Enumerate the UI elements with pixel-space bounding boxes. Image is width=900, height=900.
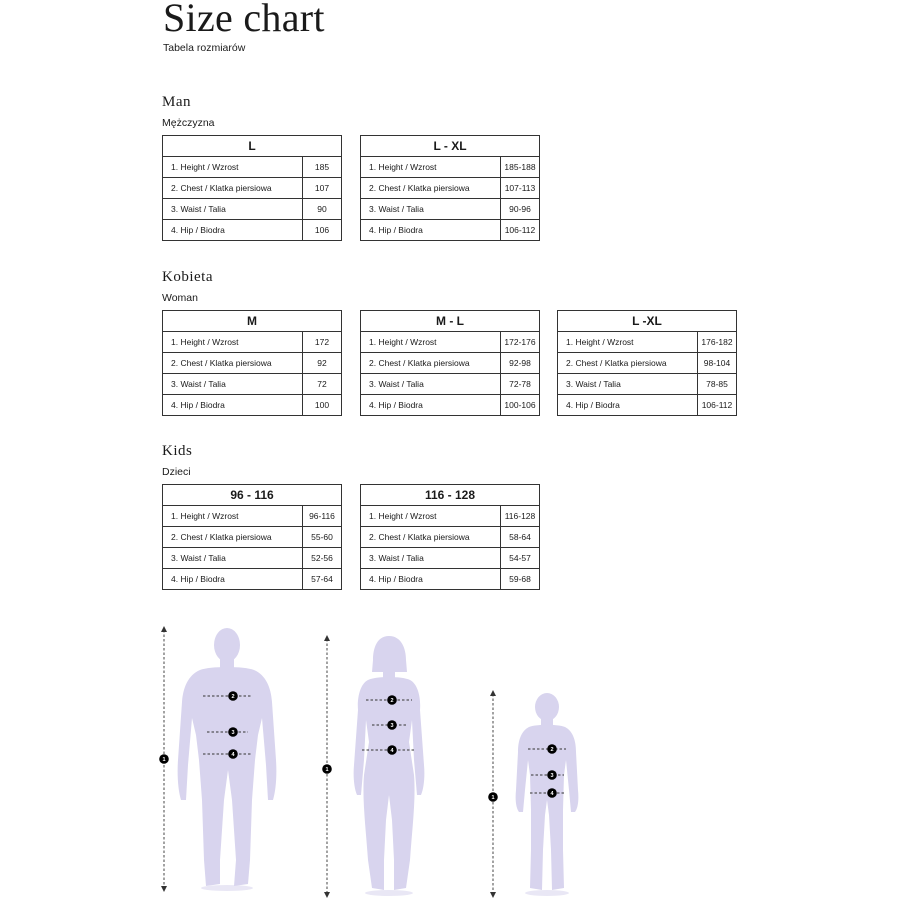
- row-label: 1. Height / Wzrost: [361, 506, 501, 527]
- size-header: L: [163, 136, 342, 157]
- svg-text:3: 3: [231, 730, 235, 736]
- marker-height-woman: [322, 764, 332, 774]
- marker-waist-woman: [387, 720, 397, 730]
- row-label: 2. Chest / Klatka piersiowa: [361, 353, 501, 374]
- svg-text:3: 3: [390, 723, 394, 729]
- row-label: 2. Chest / Klatka piersiowa: [163, 527, 303, 548]
- row-value: 107: [303, 178, 342, 199]
- row-label: 3. Waist / Talia: [558, 374, 698, 395]
- row-label: 2. Chest / Klatka piersiowa: [361, 178, 501, 199]
- svg-text:2: 2: [550, 747, 554, 753]
- marker-height-kid: [488, 792, 498, 802]
- row-value: 106-112: [501, 220, 540, 241]
- row-value: 107-113: [501, 178, 540, 199]
- marker-chest-kid: [547, 744, 557, 754]
- svg-text:1: 1: [491, 795, 495, 801]
- page-subtitle: Tabela rozmiarów: [163, 42, 246, 54]
- marker-hip-kid: [547, 788, 557, 798]
- page-title: Size chart: [163, 0, 325, 40]
- svg-text:4: 4: [390, 748, 394, 754]
- man-silhouette: [178, 628, 277, 891]
- section-title-man: Man: [162, 94, 191, 110]
- row-label: 2. Chest / Klatka piersiowa: [361, 527, 501, 548]
- svg-text:1: 1: [325, 767, 329, 773]
- row-value: 106: [303, 220, 342, 241]
- row-value: 90-96: [501, 199, 540, 220]
- row-value: 100-106: [501, 395, 540, 416]
- kid-silhouette: [516, 693, 579, 896]
- row-value: 172: [303, 332, 342, 353]
- row-label: 4. Hip / Biodra: [163, 395, 303, 416]
- size-header: 116 - 128: [361, 485, 540, 506]
- section-subtitle-kids: Dzieci: [162, 466, 191, 478]
- row-label: 4. Hip / Biodra: [361, 569, 501, 590]
- row-label: 3. Waist / Talia: [163, 374, 303, 395]
- size-header: L - XL: [361, 136, 540, 157]
- marker-waist-kid: [547, 770, 557, 780]
- row-label: 1. Height / Wzrost: [163, 506, 303, 527]
- marker-chest-woman: [387, 695, 397, 705]
- size-header: 96 - 116: [163, 485, 342, 506]
- row-label: 1. Height / Wzrost: [558, 332, 698, 353]
- size-header: L -XL: [558, 311, 737, 332]
- svg-text:2: 2: [390, 698, 394, 704]
- row-label: 2. Chest / Klatka piersiowa: [558, 353, 698, 374]
- row-label: 2. Chest / Klatka piersiowa: [163, 178, 303, 199]
- row-label: 1. Height / Wzrost: [361, 157, 501, 178]
- row-value: 185: [303, 157, 342, 178]
- row-label: 3. Waist / Talia: [163, 199, 303, 220]
- marker-waist-man: [228, 727, 238, 737]
- row-value: 72-78: [501, 374, 540, 395]
- row-value: 172-176: [501, 332, 540, 353]
- marker-chest-man: [228, 691, 238, 701]
- row-value: 54-57: [501, 548, 540, 569]
- row-value: 59-68: [501, 569, 540, 590]
- marker-height-man: [159, 754, 169, 764]
- svg-text:2: 2: [231, 694, 235, 700]
- row-label: 4. Hip / Biodra: [163, 220, 303, 241]
- woman-silhouette: [354, 636, 425, 896]
- row-label: 2. Chest / Klatka piersiowa: [163, 353, 303, 374]
- row-value: 78-85: [698, 374, 737, 395]
- row-value: 98-104: [698, 353, 737, 374]
- row-value: 57-64: [303, 569, 342, 590]
- row-label: 3. Waist / Talia: [361, 548, 501, 569]
- svg-text:3: 3: [550, 773, 554, 779]
- row-value: 96-116: [303, 506, 342, 527]
- svg-text:1: 1: [162, 757, 166, 763]
- section-subtitle-woman: Woman: [162, 292, 198, 304]
- row-value: 92-98: [501, 353, 540, 374]
- row-value: 72: [303, 374, 342, 395]
- row-value: 52-56: [303, 548, 342, 569]
- row-value: 176-182: [698, 332, 737, 353]
- size-header: M: [163, 311, 342, 332]
- row-label: 4. Hip / Biodra: [558, 395, 698, 416]
- row-value: 116-128: [501, 506, 540, 527]
- row-value: 90: [303, 199, 342, 220]
- row-value: 55-60: [303, 527, 342, 548]
- row-label: 3. Waist / Talia: [163, 548, 303, 569]
- section-title-woman: Kobieta: [162, 269, 213, 285]
- row-value: 106-112: [698, 395, 737, 416]
- marker-hip-man: [228, 749, 238, 759]
- row-value: 92: [303, 353, 342, 374]
- row-value: 100: [303, 395, 342, 416]
- row-label: 3. Waist / Talia: [361, 374, 501, 395]
- row-value: 185-188: [501, 157, 540, 178]
- marker-hip-woman: [387, 745, 397, 755]
- row-label: 4. Hip / Biodra: [163, 569, 303, 590]
- row-label: 1. Height / Wzrost: [163, 332, 303, 353]
- size-header: M - L: [361, 311, 540, 332]
- row-label: 4. Hip / Biodra: [361, 395, 501, 416]
- row-label: 1. Height / Wzrost: [361, 332, 501, 353]
- section-title-kids: Kids: [162, 443, 193, 459]
- row-value: 58-64: [501, 527, 540, 548]
- svg-text:4: 4: [550, 791, 554, 797]
- row-label: 3. Waist / Talia: [361, 199, 501, 220]
- section-subtitle-man: Mężczyzna: [162, 117, 215, 129]
- svg-text:4: 4: [231, 752, 235, 758]
- row-label: 4. Hip / Biodra: [361, 220, 501, 241]
- row-label: 1. Height / Wzrost: [163, 157, 303, 178]
